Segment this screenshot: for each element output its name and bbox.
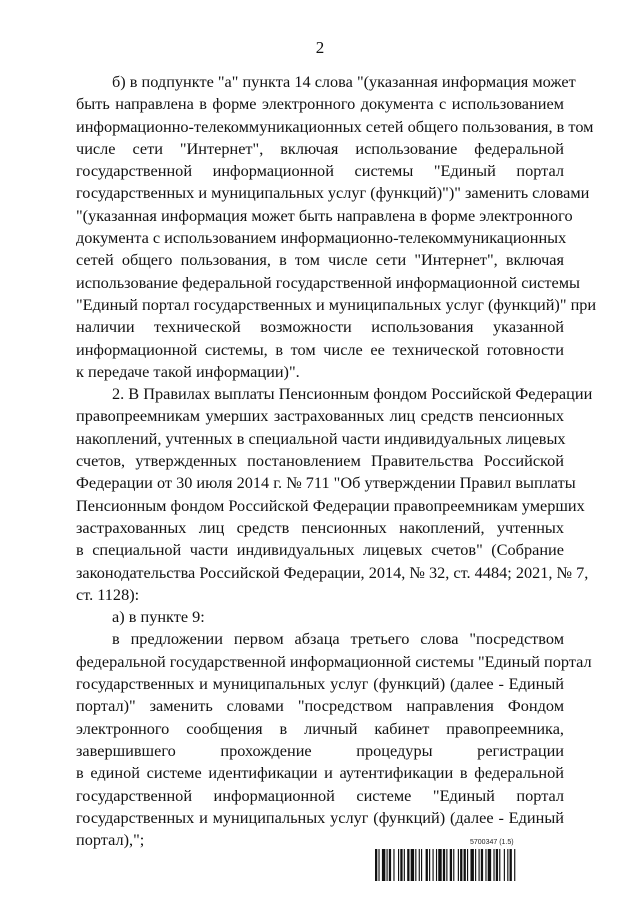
text-line: сетей общего пользования, в том числе сети "Интернет", включая — [76, 250, 564, 270]
text-line: государственной информационной системы "Единый портал — [76, 161, 564, 181]
text-line: государственных и муниципальных услуг (функций) (далее - Единый — [76, 674, 564, 694]
text-line: к передаче такой информации)". — [76, 361, 300, 381]
text-line: использование федеральной государственной информационной системы — [76, 272, 580, 292]
text-line: федеральной государственной информационной системы "Единый портал — [76, 651, 592, 671]
text-line: "(указанная информация может быть направлена в форме электронного — [76, 205, 573, 225]
page-number: 2 — [315, 38, 325, 57]
text-line: электронного сообщения в личный кабинет правопреемника, — [76, 718, 564, 738]
text-line: завершившего прохождение процедуры регистрации — [76, 740, 564, 760]
text-line: числе сети "Интернет", включая использование федеральной — [76, 138, 564, 158]
text-line: документа с использованием информационно-телекоммуникационных — [76, 228, 567, 248]
barcode-icon — [374, 849, 574, 881]
text-line: накоплений, учтенных в специальной части индивидуальных лицевых — [76, 428, 566, 448]
text-line: информационно-телекоммуникационных сетей общего пользования, в том — [76, 116, 594, 136]
paragraph-2a-text — [76, 628, 592, 851]
text-line: б) в подпункте "а" пункта 14 слова "(указанная информация может — [112, 72, 576, 91]
text-line: портал),"; — [76, 830, 145, 850]
text-line: наличии технической возможности использования указанной — [76, 317, 564, 337]
text-line: информационной системы, в том числе ее технической готовности — [76, 339, 564, 359]
text-line: в специальной части индивидуальных лицевых счетов" (Собрание — [76, 540, 564, 560]
barcode — [374, 839, 574, 881]
text-line: законодательства Российской Федерации, 2014, № 32, ст. 4484; 2021, № 7, — [76, 562, 589, 582]
text-line: Пенсионным фондом Российской Федерации правопреемникам умерших — [76, 495, 585, 515]
text-line: государственных и муниципальных услуг (функций) (далее - Единый — [76, 807, 564, 827]
text-line: а) в пункте 9: — [112, 607, 205, 627]
text-line: правопреемникам умерших застрахованных лиц средств пенсионных — [76, 406, 564, 426]
paragraph-2 — [76, 383, 593, 606]
text-line: быть направлена в форме электронного документа с использованием — [76, 94, 564, 114]
text-line: 2. В Правилах выплаты Пенсионным фондом Российской Федерации — [112, 384, 593, 404]
text-line: в единой системе идентификации и аутентификации в федеральной — [76, 763, 564, 783]
text-line: счетов, утвержденных постановлением Правительства Российской — [76, 451, 564, 471]
text-line: государственной информационной системе "Единый портал — [76, 785, 564, 805]
text-line: государственных и муниципальных услуг (функций)")" заменить словами — [76, 183, 590, 203]
barcode-caption: 5700347 (1.5) — [470, 839, 514, 846]
document-body — [76, 71, 597, 851]
text-line: в предложении первом абзаца третьего слова "посредством — [112, 629, 564, 649]
paragraph-2a — [76, 606, 564, 628]
paragraph-1b — [76, 71, 597, 383]
text-line: ст. 1128): — [76, 584, 140, 604]
text-line: "Единый портал государственных и муниципальных услуг (функций)" при — [76, 294, 597, 314]
text-line: Федерации от 30 июля 2014 г. № 711 "Об утверждении Правил выплаты — [76, 473, 576, 493]
text-line: застрахованных лиц средств пенсионных накоплений, учтенных — [76, 517, 564, 537]
text-line: портал)" заменить словами "посредством направления Фондом — [76, 696, 564, 716]
